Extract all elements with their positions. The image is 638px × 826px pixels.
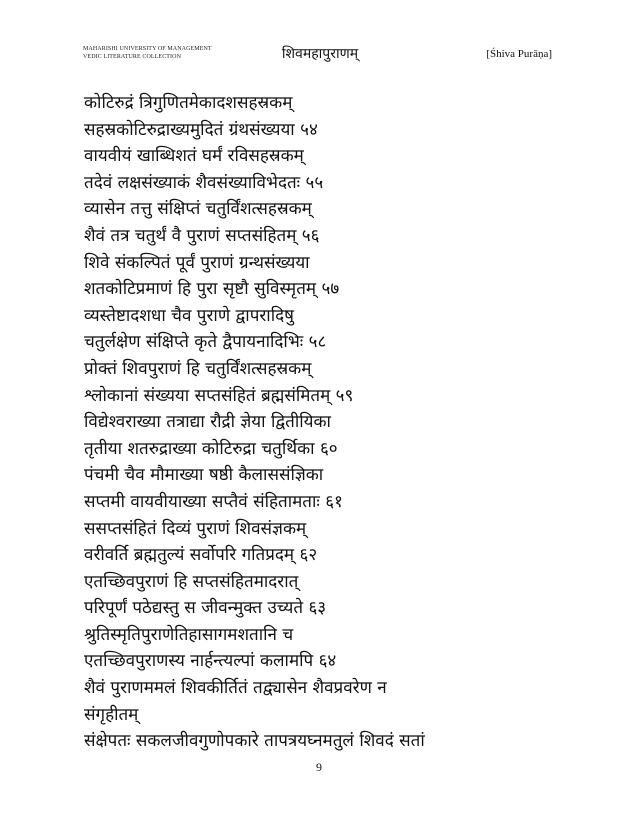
verse-line: विद्येश्वराख्या तत्राद्या रौद्री ज्ञेया द्वितीयिका bbox=[84, 412, 331, 433]
verse-line: तृतीया शतरुद्राख्या कोटिरुद्रा चतुर्थिका ६० bbox=[84, 438, 338, 459]
verse-line: प्रोक्तं शिवपुराणं हि चतुर्विंशत्सहस्रकम् bbox=[84, 358, 312, 379]
page-number: 9 bbox=[316, 760, 322, 774]
header-title-latin: [Śhiva Purāṇa] bbox=[486, 48, 552, 60]
verse-list bbox=[84, 90, 564, 755]
publisher-line-2: VEDIC LITERATURE COLLECTION bbox=[83, 54, 182, 60]
verse-line: सहस्रकोटिरुद्राख्यमुदितं ग्रंथसंख्यया ५४ bbox=[84, 119, 318, 140]
verse-line: शैवं तत्र चतुर्थं वै पुराणं सप्तसंहितम् ५६ bbox=[84, 225, 320, 246]
publisher-label bbox=[83, 45, 212, 61]
verse-line: संगृहीतम् bbox=[84, 704, 139, 725]
publisher-line-1: MAHARISHI UNIVERSITY OF MANAGEMENT bbox=[83, 46, 212, 52]
page-header bbox=[0, 0, 638, 80]
verse-line: चतुर्लक्षेण संक्षिप्ते कृते द्वैपायनादिभिः ५८ bbox=[84, 332, 327, 353]
verse-line: तदेवं लक्षसंख्याकं शैवसंख्याविभेदतः ५५ bbox=[84, 172, 324, 193]
verse-line: व्यस्तेष्टादशधा चैव पुराणे द्वापरादिषु bbox=[84, 305, 294, 326]
verse-line: संक्षेपतः सकलजीवगुणोपकारे तापत्रयघ्नमतुलं शिवदं सतां bbox=[84, 731, 425, 752]
verse-line: व्यासेन तत्तु संक्षिप्तं चतुर्विंशत्सहस्रकम् bbox=[84, 199, 312, 220]
header-title-devanagari: शिवमहापुराणम् bbox=[281, 46, 359, 62]
verse-line: शैवं पुराणममलं शिवकीर्तितं तद्व्यासेन शैवप्रवरेण न bbox=[84, 678, 387, 699]
verse-line: परिपूर्णं पठेद्यस्तु स जीवन्मुक्त उच्यते ६३ bbox=[84, 598, 327, 619]
verse-line: एतच्छिवपुराणं हि सप्तसंहितमादरात् bbox=[84, 571, 299, 592]
verse-line: सप्तमी वायवीयाख्या सप्तैवं संहितामताः ६१ bbox=[84, 491, 343, 512]
verse-line: शिवे संकल्पितं पूर्वं पुराणं ग्रन्थसंख्यया bbox=[84, 252, 310, 273]
verse-line: एतच्छिवपुराणस्य नार्हन्त्यल्पां कलामपि ६४ bbox=[84, 651, 337, 672]
verse-line: कोटिरुद्रं त्रिगुणितमेकादशसहस्रकम् bbox=[84, 93, 293, 113]
verse-line: श्लोकानां संख्यया सप्तसंहितं ब्रह्मसंमितम् ५९ bbox=[84, 385, 354, 406]
verse-line: पंचमी चैव मौमाख्या षष्ठी कैलाससंज्ञिका bbox=[84, 465, 324, 486]
verse-line: श्रुतिस्मृतिपुराणेतिहासागमशतानि च bbox=[84, 624, 294, 645]
verse-line: ससप्तसंहितं दिव्यं पुराणं शिवसंज्ञकम् bbox=[84, 518, 307, 539]
verse-line: वायवीयं खाब्धिशतं घर्मं रविसहस्रकम् bbox=[84, 146, 304, 167]
verse-line: शतकोटिप्रमाणं हि पुरा सृष्टौ सुविस्मृतम् ५७ bbox=[84, 279, 340, 300]
verse-line: वरीवर्ति ब्रह्मतुल्यं सर्वोपरि गतिप्रदम् ६२ bbox=[84, 545, 318, 566]
